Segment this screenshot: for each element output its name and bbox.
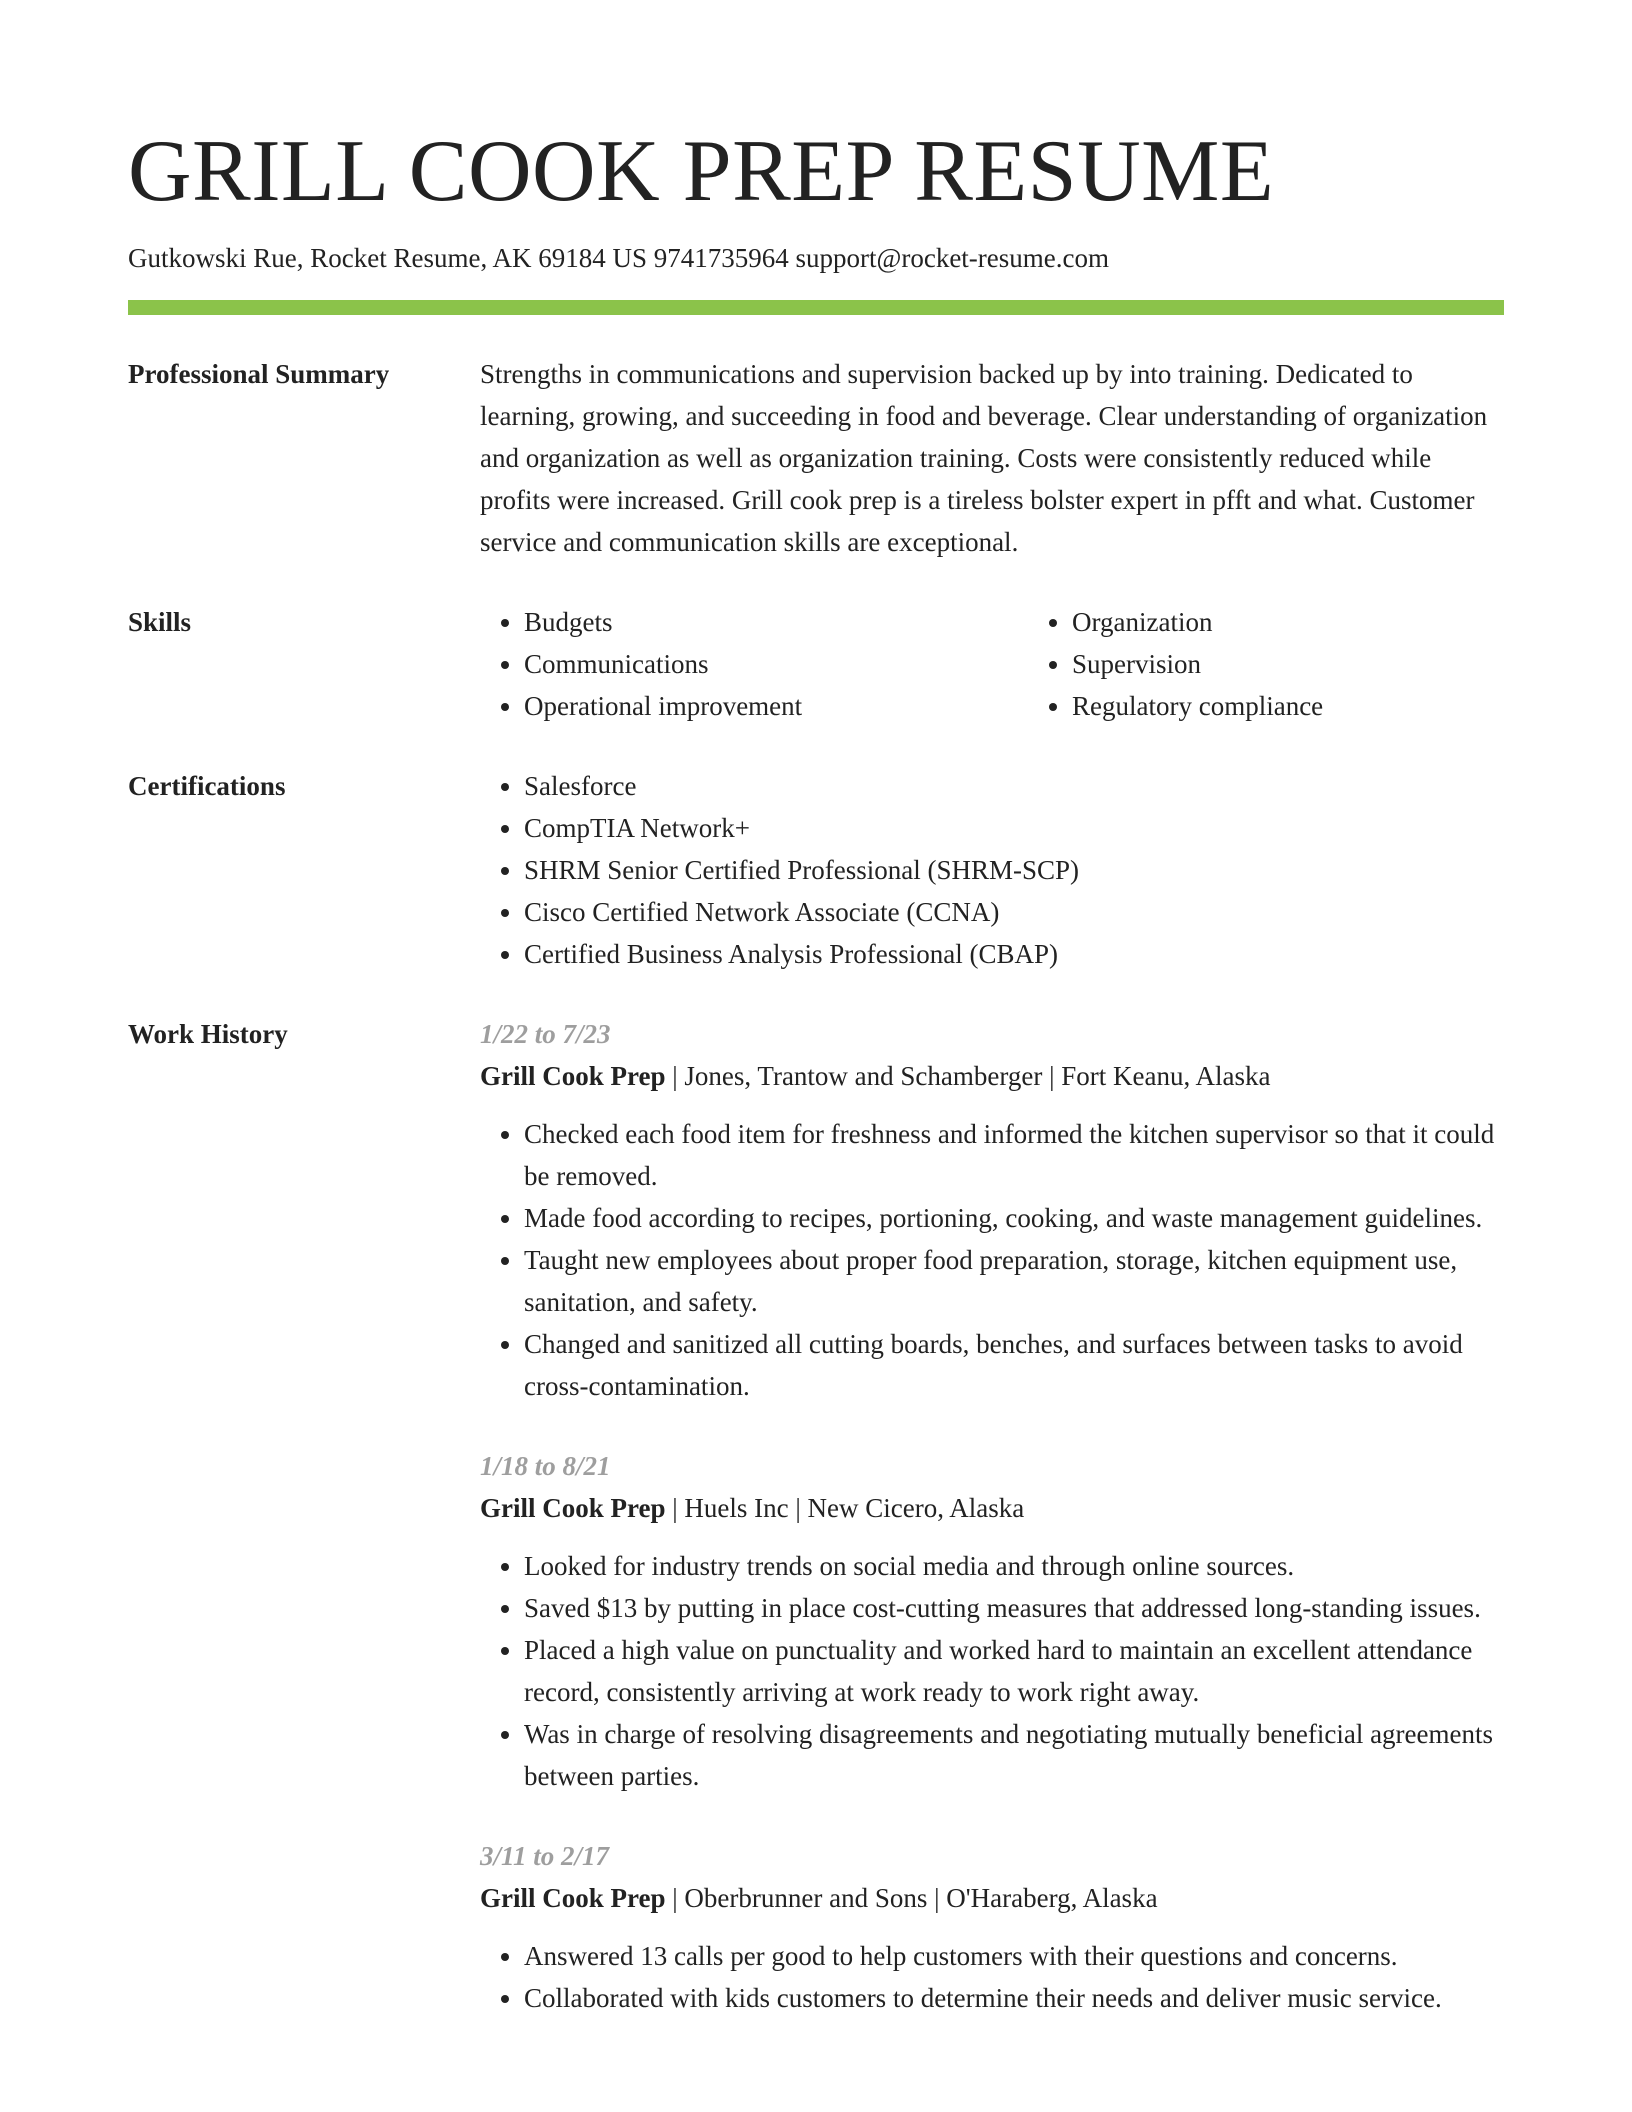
job-dates: 1/22 to 7/23	[480, 1019, 611, 1049]
certification-item: • SHRM Senior Certified Professional (SHRM-SCP)	[524, 849, 1504, 891]
job-bullets	[480, 1113, 1504, 1407]
summary-text: Strengths in communications and supervision backed up by into training. Dedicated to learning, growing, and succeeding in food and beverage. Clear understanding of organization and organization as well as organization training. Costs were consistently reduced while profits were increased. Grill cook prep is a tireless bolster expert in pfft and what. Customer service and communication skills are exceptional.	[480, 359, 1488, 557]
section-label-certifications: Certifications	[128, 771, 286, 801]
job-entry	[480, 1835, 1504, 2019]
job-bullet: • Made food according to recipes, portioning, cooking, and waste management guidelines.	[524, 1197, 1504, 1239]
job-employer-location: | Huels Inc | New Cicero, Alaska	[665, 1493, 1025, 1523]
certification-item: • Cisco Certified Network Associate (CCNA)	[524, 891, 1504, 933]
skill-item: • Organization	[1072, 601, 1576, 643]
job-bullet: • Changed and sanitized all cutting boards, benches, and surfaces between tasks to avoid cross-contamination.	[524, 1323, 1504, 1407]
job-entry	[480, 1013, 1504, 1407]
skill-item: • Regulatory compliance	[1072, 685, 1576, 727]
skills-section	[128, 601, 1504, 727]
certification-item: • CompTIA Network+	[524, 807, 1504, 849]
contact-line: Gutkowski Rue, Rocket Resume, AK 69184 US 9741735964 support@rocket-resume.com	[128, 243, 1110, 273]
job-entry	[480, 1445, 1504, 1797]
job-bullet: • Looked for industry trends on social media and through online sources.	[524, 1545, 1504, 1587]
skill-item: • Budgets	[524, 601, 1028, 643]
job-title: Grill Cook Prep	[480, 1493, 666, 1523]
certification-item: • Salesforce	[524, 765, 1504, 807]
job-bullet: • Taught new employees about proper food preparation, storage, kitchen equipment use, sanitation, and safety.	[524, 1239, 1504, 1323]
job-bullet: • Saved $13 by putting in place cost-cutting measures that addressed long-standing issues.	[524, 1587, 1504, 1629]
job-bullet: • Collaborated with kids customers to determine their needs and deliver music service.	[524, 1977, 1504, 2019]
summary-section	[128, 353, 1504, 563]
skills-list-right	[1028, 601, 1576, 727]
job-bullets	[480, 1935, 1504, 2019]
job-heading	[480, 1877, 1504, 1919]
job-bullet: • Was in charge of resolving disagreements and negotiating mutually beneficial agreements between parties.	[524, 1713, 1504, 1797]
job-heading	[480, 1487, 1504, 1529]
certifications-list	[480, 765, 1504, 975]
section-label-summary: Professional Summary	[128, 359, 390, 389]
job-dates: 1/18 to 8/21	[480, 1451, 611, 1481]
job-title: Grill Cook Prep	[480, 1883, 666, 1913]
job-heading	[480, 1055, 1504, 1097]
resume-title: GRILL COOK PREP RESUME	[128, 123, 1275, 220]
job-employer-location: | Oberbrunner and Sons | O'Haraberg, Alaska	[665, 1883, 1158, 1913]
skill-item: • Supervision	[1072, 643, 1576, 685]
skill-item: • Operational improvement	[524, 685, 1028, 727]
job-bullet: • Placed a high value on punctuality and worked hard to maintain an excellent attendance record, consistently arriving at work ready to work right away.	[524, 1629, 1504, 1713]
job-title: Grill Cook Prep	[480, 1061, 666, 1091]
accent-divider	[128, 300, 1504, 315]
job-bullet: • Answered 13 calls per good to help customers with their questions and concerns.	[524, 1935, 1504, 1977]
job-employer-location: | Jones, Trantow and Schamberger | Fort Keanu, Alaska	[665, 1061, 1271, 1091]
job-bullets	[480, 1545, 1504, 1797]
section-label-work-history: Work History	[128, 1019, 288, 1049]
skills-list-left	[480, 601, 1028, 727]
certification-item: • Certified Business Analysis Professional (CBAP)	[524, 933, 1504, 975]
job-dates: 3/11 to 2/17	[480, 1841, 610, 1871]
section-label-skills: Skills	[128, 607, 192, 637]
work-history-section	[128, 1013, 1504, 2019]
certifications-section	[128, 765, 1504, 975]
job-bullet: • Checked each food item for freshness and informed the kitchen supervisor so that it could be removed.	[524, 1113, 1504, 1197]
skill-item: • Communications	[524, 643, 1028, 685]
